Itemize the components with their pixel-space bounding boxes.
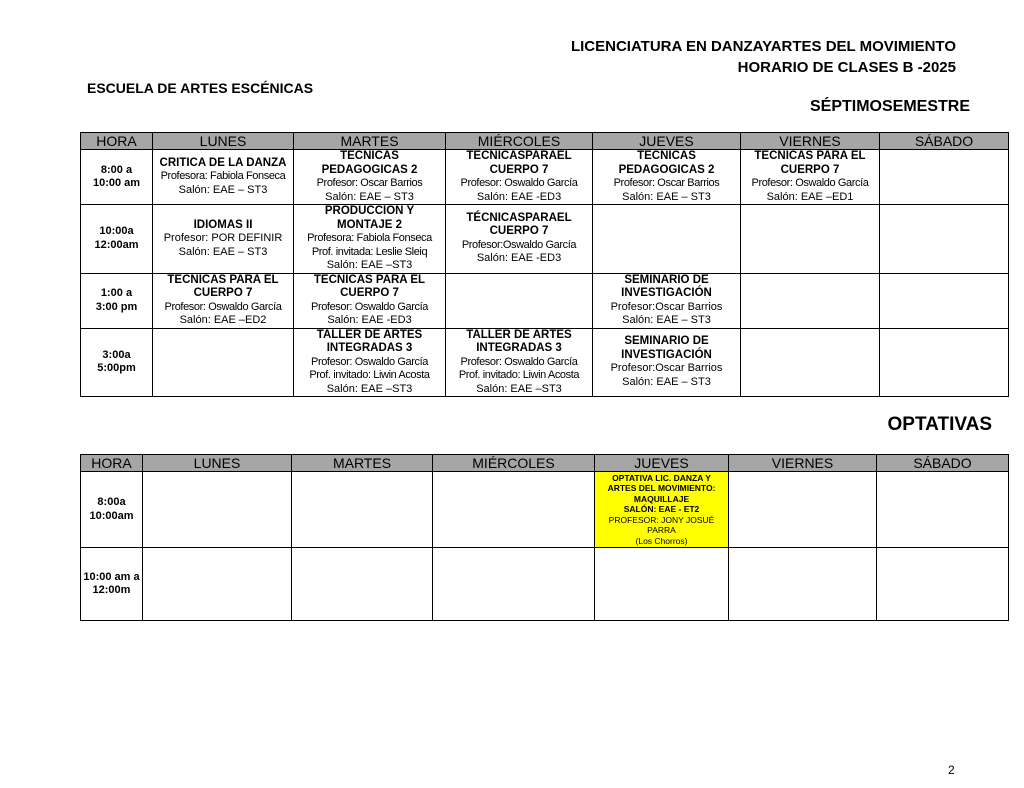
optativa-cell — [292, 548, 433, 621]
course-cell — [153, 273, 294, 328]
optativas-heading: OPTATIVAS — [887, 414, 992, 435]
course-cell — [880, 150, 1009, 205]
course-detail: Profesor: Oswaldo García — [751, 177, 869, 189]
course-detail: PROFESOR: JONY JOSUÉ — [608, 514, 715, 525]
course-cell — [153, 328, 294, 397]
course-detail: Profesor:Oswaldo García — [461, 238, 577, 251]
schedule-title: HORARIO DE CLASES B -2025 — [737, 59, 956, 76]
course-detail: Salón: EAE -ED3 — [476, 252, 562, 265]
course-detail: Salón: EAE –ST3 — [476, 382, 562, 395]
schedule-row — [81, 150, 1009, 205]
course-detail: Profesor: Oswaldo García — [460, 355, 578, 368]
course-cell — [593, 273, 741, 328]
course-title: MAQUILLAJE — [633, 493, 690, 504]
course-detail: Salón: EAE –ED1 — [766, 190, 854, 203]
course-detail: Profesora: Fabiola Fonseca — [307, 232, 432, 244]
course-title: ARTES DEL MOVIMIENTO: — [607, 483, 716, 494]
optativas-header-lunes: LUNES — [143, 455, 292, 472]
course-cell — [446, 273, 593, 328]
main-schedule-table — [80, 132, 1009, 397]
course-cell — [880, 328, 1009, 397]
course-detail: Profesor: Oswaldo García — [311, 300, 428, 313]
course-detail: Salón: EAE – ST3 — [622, 375, 711, 388]
course-cell — [593, 205, 741, 274]
course-cell — [294, 328, 446, 397]
course-detail: Profesor:Oscar Barrios — [610, 362, 723, 375]
course-detail: (Los Chorros) — [635, 535, 688, 546]
course-title: TALLER DE ARTES — [466, 328, 572, 341]
time-slot-line: 1:00 a — [100, 287, 133, 299]
program-title: LICENCIATURA EN DANZAYARTES DEL MOVIMIENTO — [570, 38, 956, 55]
course-cell — [446, 150, 593, 205]
optativa-cell — [595, 472, 729, 548]
course-title: OPTATIVA LIC. DANZA Y — [612, 472, 711, 483]
course-title: INTEGRADAS 3 — [476, 342, 562, 354]
course-detail: Profesor: Oswaldo García — [164, 300, 282, 313]
course-title: CUERPO 7 — [489, 163, 549, 176]
time-slot-line: 10:00a — [99, 225, 134, 238]
optativas-header-sabado: SÁBADO — [877, 455, 1009, 472]
course-title: TÉCNICAS PARA EL — [313, 273, 426, 286]
optativa-cell — [877, 548, 1009, 621]
course-title: TALLER DE ARTES — [316, 328, 423, 341]
course-detail: Prof. invitado: Liwin Acosta — [458, 369, 580, 381]
time-slot-cell — [81, 328, 153, 397]
optativas-header-hora: HORA — [81, 455, 143, 472]
time-slot-line: 3:00a — [102, 348, 131, 361]
schedule-row — [81, 548, 1009, 621]
schedule-row — [81, 205, 1009, 274]
optativa-cell — [292, 472, 433, 548]
course-cell — [294, 150, 446, 205]
course-title: TÉCNICASPARAEL — [466, 150, 572, 162]
course-detail: Profesora: Fabiola Fonseca — [160, 170, 286, 183]
course-title: INVESTIGACIÓN — [621, 287, 712, 299]
time-slot-line: 10:00 am a — [83, 570, 140, 583]
course-detail: Salón: EAE -ED3 — [327, 314, 412, 326]
time-slot-cell — [81, 472, 143, 548]
course-detail: Salón: EAE –ST3 — [326, 382, 413, 395]
optativa-cell — [595, 548, 729, 621]
time-slot-line: 12:00m — [92, 584, 131, 596]
main-header-martes: MARTES — [294, 133, 446, 150]
course-title: CUERPO 7 — [489, 225, 549, 238]
optativa-cell — [143, 548, 292, 621]
course-title: TÉCNICAS — [637, 150, 696, 162]
course-title: INVESTIGACIÓN — [621, 348, 712, 361]
course-cell — [741, 150, 880, 205]
course-title: CUERPO 7 — [193, 287, 253, 299]
course-title: PEDAGOGICAS 2 — [618, 163, 715, 176]
time-slot-cell — [81, 150, 153, 205]
course-detail: Salón: EAE – ST3 — [325, 190, 414, 203]
schedule-row — [81, 328, 1009, 397]
course-cell — [446, 328, 593, 397]
optativa-cell — [433, 548, 595, 621]
course-title: SEMINARIO DE — [624, 335, 709, 348]
course-detail: Prof. invitado: Liwin Acosta — [309, 369, 430, 381]
optativas-header-miercoles: MIÉRCOLES — [433, 455, 595, 472]
course-title: TÉCNICAS PARA EL — [167, 273, 279, 286]
course-title: PEDAGOGICAS 2 — [321, 163, 418, 176]
course-cell — [880, 205, 1009, 274]
schedule-row — [81, 273, 1009, 328]
course-detail: PARRA — [647, 525, 676, 536]
course-title: CRITICA DE LA DANZA — [159, 156, 287, 169]
optativa-cell — [729, 548, 877, 621]
optativa-cell — [877, 472, 1009, 548]
course-cell — [153, 150, 294, 205]
time-slot-cell — [81, 205, 153, 274]
time-slot-line: 5:00pm — [97, 362, 136, 375]
optativas-header-martes: MARTES — [292, 455, 433, 472]
course-title: CUERPO 7 — [340, 287, 399, 299]
optativas-header-jueves: JUEVES — [595, 455, 729, 472]
main-header-sabado: SÁBADO — [880, 133, 1009, 150]
optativa-cell — [729, 472, 877, 548]
course-detail: Salón: EAE – ST3 — [178, 245, 268, 258]
page-number: 2 — [948, 763, 955, 777]
course-title: MONTAJE 2 — [337, 218, 402, 231]
course-cell — [294, 205, 446, 274]
course-detail: Salón: EAE – ST3 — [622, 314, 711, 326]
course-detail: Profesor:Oscar Barrios — [610, 300, 723, 313]
course-title: TÉCNICAS — [340, 150, 399, 162]
course-detail: Profesor: Oscar Barrios — [613, 177, 720, 189]
course-detail: Prof. invitada: Leslie Sleiq — [311, 245, 428, 258]
course-title: SEMINARIO DE — [624, 273, 709, 286]
course-title: INTEGRADAS 3 — [326, 342, 413, 354]
course-detail: Salón: EAE – ST3 — [178, 183, 268, 196]
main-header-hora: HORA — [81, 133, 153, 150]
course-title: IDIOMAS II — [193, 218, 253, 231]
time-slot-cell — [81, 548, 143, 621]
main-header-jueves: JUEVES — [593, 133, 741, 150]
optativas-header-viernes: VIERNES — [729, 455, 877, 472]
main-header-viernes: VIERNES — [741, 133, 880, 150]
course-detail: Profesor: POR DEFINIR — [163, 232, 283, 244]
optativa-cell — [433, 472, 595, 548]
course-title: TÉCNICAS PARA EL — [754, 150, 866, 162]
course-cell — [741, 328, 880, 397]
optativas-table — [80, 454, 1009, 621]
course-detail: Salón: EAE –ED2 — [179, 314, 267, 326]
course-cell — [446, 205, 593, 274]
course-cell — [153, 205, 294, 274]
main-header-lunes: LUNES — [153, 133, 294, 150]
time-slot-line: 10:00am — [89, 509, 134, 522]
course-title: TÉCNICASPARAEL — [466, 211, 572, 224]
course-detail: Salón: EAE – ST3 — [622, 190, 711, 203]
time-slot-line: 12:00am — [94, 238, 139, 251]
course-cell — [294, 273, 446, 328]
time-slot-line: 8:00a — [97, 496, 126, 508]
course-cell — [593, 328, 741, 397]
time-slot-line: 3:00 pm — [95, 300, 138, 313]
course-detail: Profesor: Oswaldo García — [311, 355, 428, 368]
course-title: SALÓN: EAE - ET2 — [623, 504, 700, 515]
course-detail: Salón: EAE -ED3 — [476, 190, 562, 203]
course-cell — [593, 150, 741, 205]
course-detail: Profesor: Oswaldo García — [460, 177, 578, 189]
main-header-miercoles: MIÉRCOLES — [446, 133, 593, 150]
course-detail: Salón: EAE –ST3 — [326, 259, 413, 271]
semester-label: SÉPTIMOSEMESTRE — [809, 98, 970, 115]
course-title: PRODUCCIÓN Y — [324, 205, 415, 217]
time-slot-cell — [81, 273, 153, 328]
course-title: CUERPO 7 — [780, 163, 840, 176]
optativa-cell — [143, 472, 292, 548]
course-cell — [880, 273, 1009, 328]
school-name: ESCUELA DE ARTES ESCÉNICAS — [87, 80, 314, 96]
course-cell — [741, 273, 880, 328]
time-slot-line: 8:00 a — [100, 163, 133, 176]
time-slot-line: 10:00 am — [92, 177, 141, 189]
course-detail: Profesor: Oscar Barrios — [316, 177, 423, 189]
schedule-row — [81, 472, 1009, 548]
course-cell — [741, 205, 880, 274]
